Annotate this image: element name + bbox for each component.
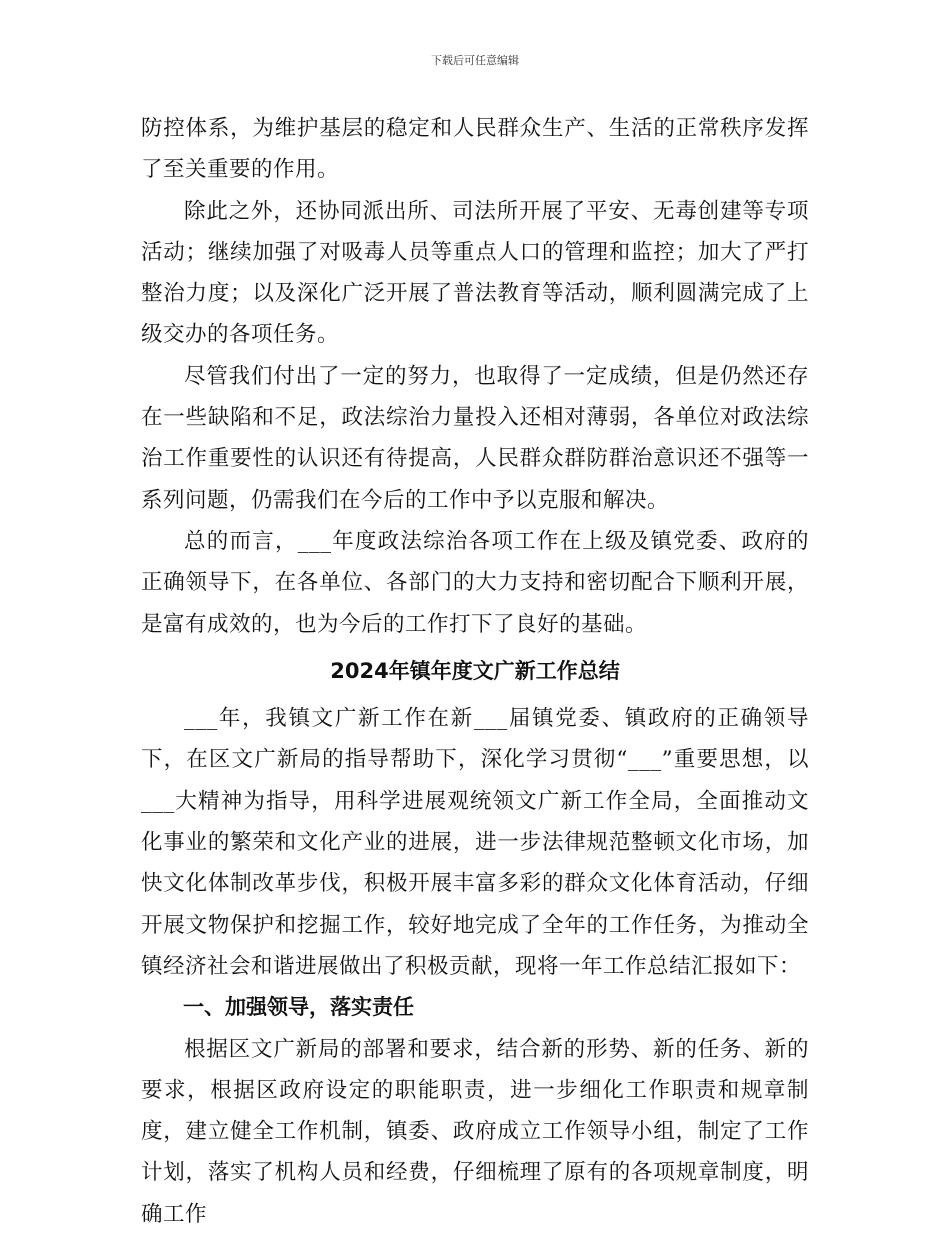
paragraph-shortcomings: 尽管我们付出了一定的努力，也取得了一定成绩，但是仍然还存在一些缺陷和不足，政法综治力量投入还相对薄弱，各单位对政法综治工作重要性的认识还有待提高，人民群众群防群治意识还不强等一系列问题，仍需我们在今后的工作中予以克服和解决。 — [141, 363, 809, 513]
paragraph-continuation: 防控体系，为维护基层的稳定和人民群众生产、生活的正常秩序发挥了至关重要的作用。 — [141, 116, 809, 183]
paragraph-conclusion: 总的而言，___年度政法综治各项工作在上级及镇党委、政府的正确领导下，在各单位、各部门的大力支持和密切配合下顺利开展，是富有成效的，也为今后的工作打下了良好的基础。 — [141, 528, 809, 637]
paragraph-intro: ___年，我镇文广新工作在新___届镇党委、镇政府的正确领导下，在区文广新局的指导帮助下，深化学习贯彻“___”重要思想，以___大精神为指导，用科学进展观统领文广新工作全局，全面推动文化事业的繁荣和文化产业的进展，进一步法律规范整顿文化市场，加快文化体制改革步伐，积极开展丰富多彩的群众文化体育活动，仔细开展文物保护和挖掘工作，较好地完成了全年的工作任务，为推动全镇经济社会和谐进展做出了积极贡献，现将一年工作总结汇报如下： — [141, 706, 809, 979]
section-title: 2024年镇年度文广新工作总结 — [330, 658, 620, 683]
page-header: 下载后可任意编辑 — [431, 54, 519, 67]
document-body — [141, 108, 809, 1235]
paragraph-leadership: 根据区文广新局的部署和要求，结合新的形势、新的任务、新的要求，根据区政府设定的职能职责，进一步细化工作职责和规章制度，建立健全工作机制，镇委、政府成立工作领导小组，制定了工作计划，落实了机构人员和经费，仔细梳理了原有的各项规章制度，明确工作 — [141, 1036, 809, 1227]
paragraph-activities: 除此之外，还协同派出所、司法所开展了平安、无毒创建等专项活动；继续加强了对吸毒人员等重点人口的管理和监控；加大了严打整治力度；以及深化广泛开展了普法教育等活动，顺利圆满完成了上级交办的各项任务。 — [141, 198, 809, 348]
section-heading-1: 一、加强领导，落实责任 — [183, 995, 414, 1020]
